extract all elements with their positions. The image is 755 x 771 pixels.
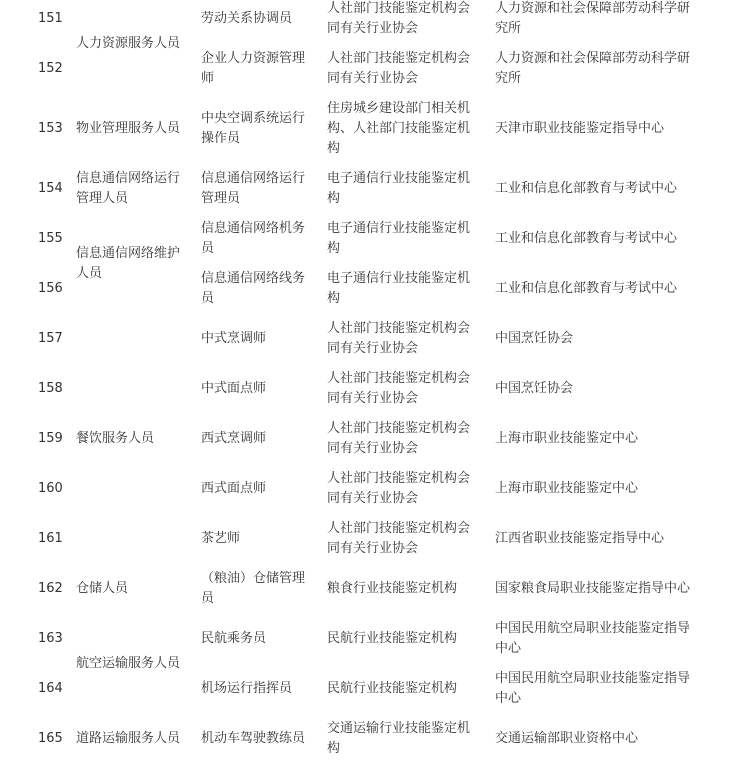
occupation-cell: 茶艺师: [201, 531, 241, 546]
occupation-cell: 机场运行指挥员: [201, 681, 293, 696]
category-cell: 人力资源服务人员: [76, 36, 181, 51]
occupation-cell: 信息通信网络机务员: [201, 221, 306, 256]
appraisal-body-cell: 人社部门技能鉴定机构会同有关行业协会: [327, 371, 471, 406]
row-number: 151: [38, 11, 63, 26]
row-number: 163: [38, 631, 63, 646]
category-cell: 信息通信网络维护人员: [76, 246, 181, 281]
guidance-center-cell: 中国烹饪协会: [495, 331, 574, 346]
appraisal-body-cell: 交通运输行业技能鉴定机构: [327, 721, 471, 756]
appraisal-body-cell: 民航行业技能鉴定机构: [327, 631, 458, 646]
category-cell: 道路运输服务人员: [76, 731, 181, 746]
table-row: [0, 314, 755, 364]
appraisal-body-cell: 人社部门技能鉴定机构会同有关行业协会: [327, 471, 471, 506]
guidance-center-cell: 人力资源和社会保障部劳动科学研究所: [495, 51, 691, 86]
table-row: [0, 214, 755, 264]
row-number: 161: [38, 531, 63, 546]
category-cell: 物业管理服务人员: [76, 121, 181, 136]
category-cell: 信息通信网络运行管理人员: [76, 171, 181, 206]
row-number: 165: [38, 731, 63, 746]
row-number: 155: [38, 231, 63, 246]
row-number: 157: [38, 331, 63, 346]
appraisal-body-cell: 粮食行业技能鉴定机构: [327, 581, 458, 596]
guidance-center-cell: 中国民用航空局职业技能鉴定指导中心: [495, 671, 691, 706]
category-cell: 仓储人员: [76, 581, 129, 596]
row-number: 162: [38, 581, 63, 596]
occupation-cell: 中式面点师: [201, 381, 267, 396]
guidance-center-cell: 人力资源和社会保障部劳动科学研究所: [495, 1, 691, 36]
guidance-center-cell: 工业和信息化部教育与考试中心: [495, 231, 678, 246]
appraisal-body-cell: 人社部门技能鉴定机构会同有关行业协会: [327, 1, 471, 36]
guidance-center-cell: 上海市职业技能鉴定中心: [495, 431, 639, 446]
table-row: [0, 94, 755, 164]
guidance-center-cell: 国家粮食局职业技能鉴定指导中心: [495, 581, 691, 596]
table-row: [0, 564, 755, 614]
occupation-cell: 信息通信网络线务员: [201, 271, 306, 306]
occupation-cell: 中央空调系统运行操作员: [201, 111, 306, 146]
guidance-center-cell: 江西省职业技能鉴定指导中心: [495, 531, 665, 546]
guidance-center-cell: 上海市职业技能鉴定中心: [495, 481, 639, 496]
occupation-cell: （粮油）仓储管理员: [201, 571, 306, 606]
occupation-cell: 西式烹调师: [201, 431, 267, 446]
guidance-center-cell: 中国烹饪协会: [495, 381, 574, 396]
row-number: 152: [38, 61, 63, 76]
appraisal-body-cell: 电子通信行业技能鉴定机构: [327, 171, 471, 206]
row-number: 160: [38, 481, 63, 496]
row-number: 153: [38, 121, 63, 136]
category-cell: 餐饮服务人员: [76, 431, 155, 446]
occupation-cell: 中式烹调师: [201, 331, 267, 346]
appraisal-body-cell: 人社部门技能鉴定机构会同有关行业协会: [327, 51, 471, 86]
row-number: 164: [38, 681, 63, 696]
guidance-center-cell: 工业和信息化部教育与考试中心: [495, 281, 678, 296]
appraisal-body-cell: 电子通信行业技能鉴定机构: [327, 221, 471, 256]
table-row: [0, 614, 755, 664]
table-row: [0, 164, 755, 214]
occupation-cell: 西式面点师: [201, 481, 267, 496]
guidance-center-cell: 中国民用航空局职业技能鉴定指导中心: [495, 621, 691, 656]
row-number: 154: [38, 181, 63, 196]
appraisal-body-cell: 住房城乡建设部门相关机构、人社部门技能鉴定机构: [327, 101, 471, 156]
guidance-center-cell: 交通运输部职业资格中心: [495, 731, 639, 746]
appraisal-body-cell: 人社部门技能鉴定机构会同有关行业协会: [327, 321, 471, 356]
occupation-cell: 民航乘务员: [201, 631, 267, 646]
appraisal-body-cell: 人社部门技能鉴定机构会同有关行业协会: [327, 521, 471, 556]
appraisal-body-cell: 人社部门技能鉴定机构会同有关行业协会: [327, 421, 471, 456]
table-row: [0, 714, 755, 764]
occupation-cell: 劳动关系协调员: [201, 11, 293, 26]
row-number: 156: [38, 281, 63, 296]
guidance-center-cell: 工业和信息化部教育与考试中心: [495, 181, 678, 196]
appraisal-body-cell: 民航行业技能鉴定机构: [327, 681, 458, 696]
guidance-center-cell: 天津市职业技能鉴定指导中心: [495, 121, 665, 136]
occupation-cell: 机动车驾驶教练员: [201, 731, 306, 746]
row-number: 159: [38, 431, 63, 446]
occupation-cell: 信息通信网络运行管理员: [201, 171, 306, 206]
occupation-cell: 企业人力资源管理师: [201, 51, 306, 86]
table-row: [0, 0, 755, 44]
category-cell: 航空运输服务人员: [76, 656, 181, 671]
appraisal-body-cell: 电子通信行业技能鉴定机构: [327, 271, 471, 306]
row-number: 158: [38, 381, 63, 396]
